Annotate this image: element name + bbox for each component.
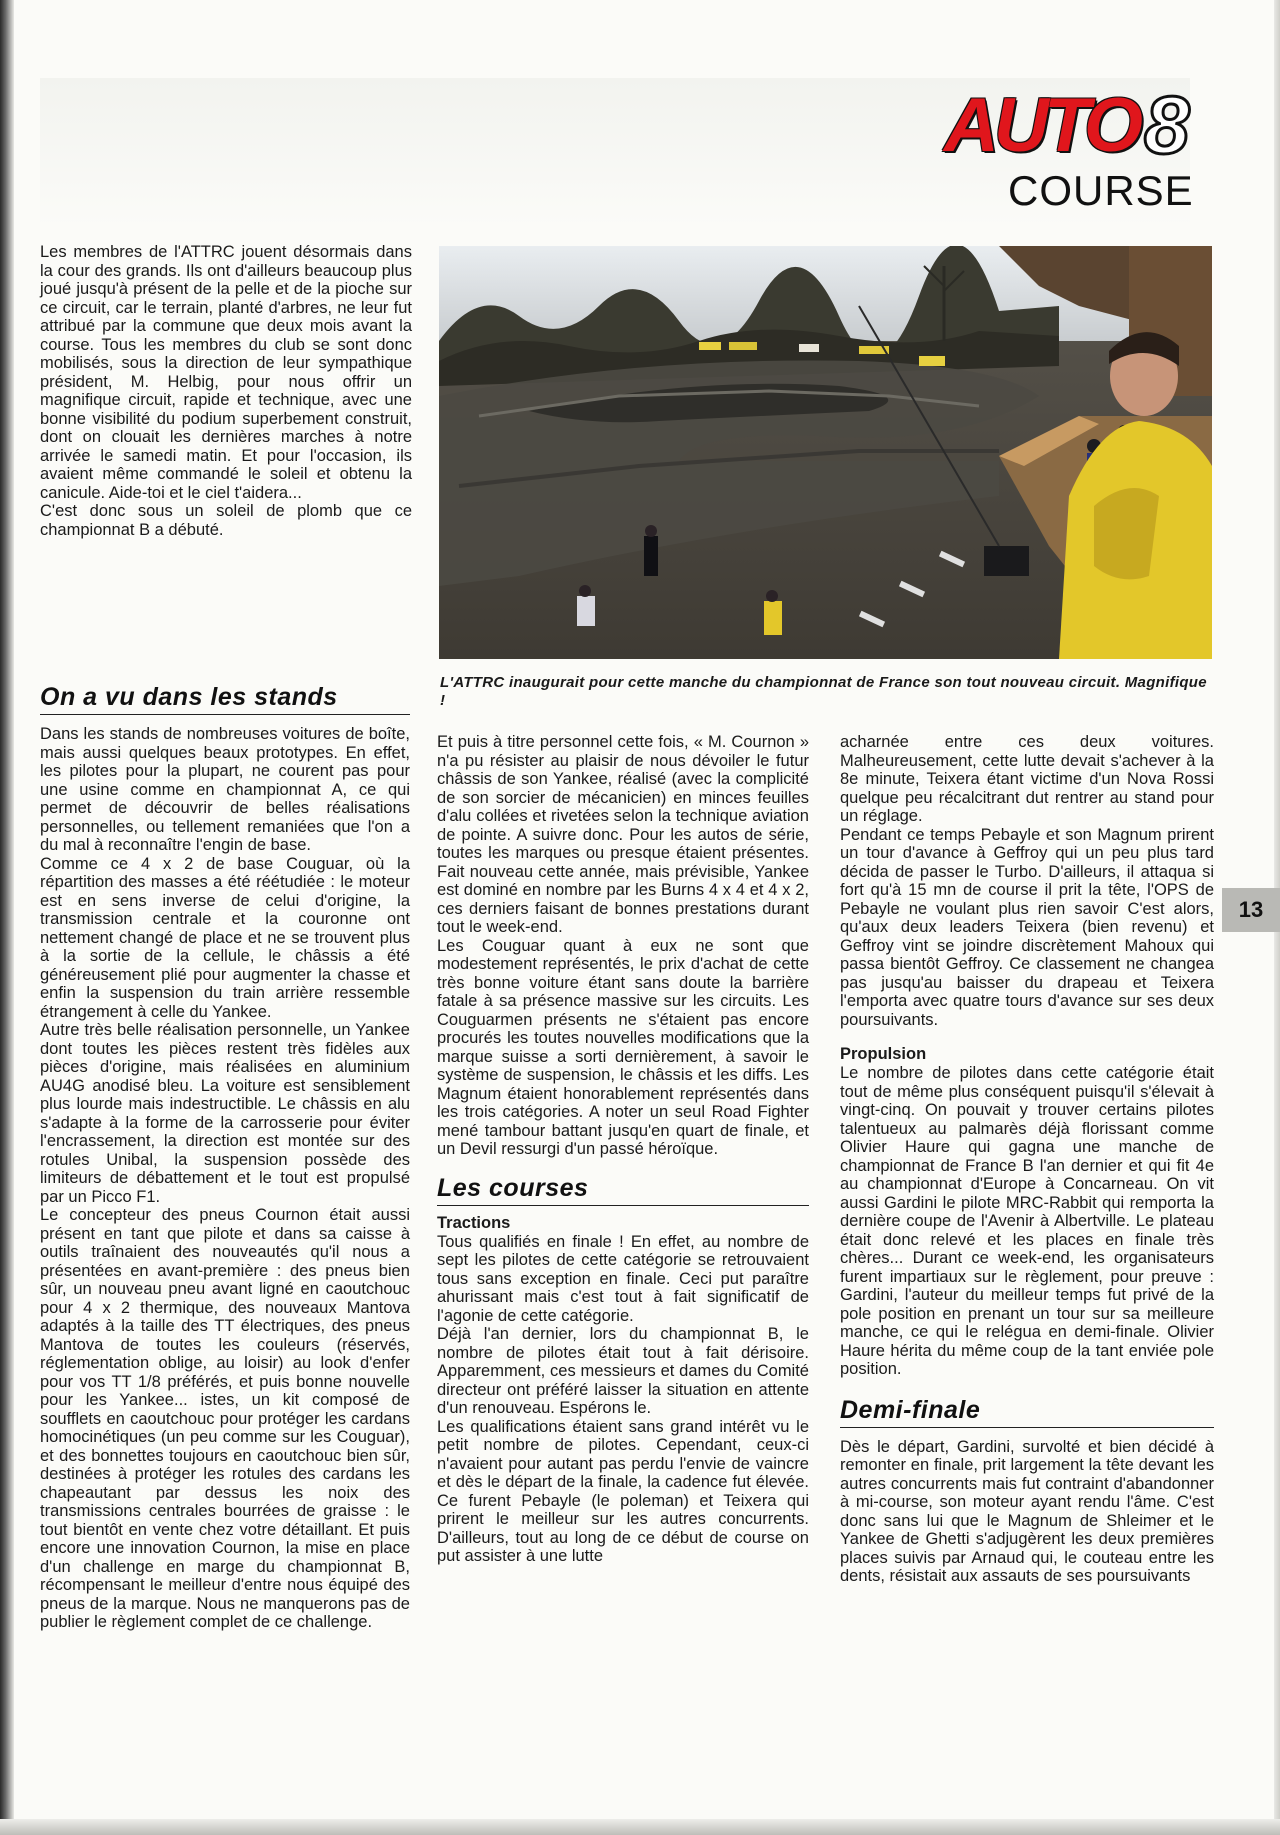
- section-heading-demi-finale: Demi-finale: [840, 1395, 981, 1424]
- article-paragraph: Les Couguar quant à eux ne sont que modestement représentés, le prix d'achat de cette très bonne voiture étant sans doute la barrière fatale à sa présence massive sur les circuits. Les Couguarmen présents ne s'étaient pas encore procurés les toutes nouvelles modifications que la marque suisse a sorti dernièrement, à savoir le système de suspension, le châssis et les diffs. Les Magnum étaient honorablement représentés dans les trois catégories. A noter un seul Road Fighter mené tambour battant jusqu'en quart de finale, et un Devil ressurgi d'un passé héroïque.: [437, 936, 809, 1158]
- article-paragraph: acharnée entre ces deux voitures. Malheureusement, cette lutte devait s'achever à la 8e minute, Teixera étant victime d'un Nova Rossi quelque peu récalcitrant dut rentrer au stand pour un réglage.: [840, 733, 1214, 825]
- magazine-logo: [944, 80, 1214, 216]
- column-1: [40, 684, 410, 1632]
- intro-paragraph: Les membres de l'ATTRC jouent désormais dans la cour des grands. Ils ont d'ailleurs beaucoup plus joué jusqu'à présent de la pelle et de la pioche sur ce circuit, car le terrain, planté d'arbres, ne leur fut attribué par la commune que deux mois avant la course. Tous les membres du club se sont donc mobilisés, sous la direction de leur sympathique président, M. Helbig, pour nous offrir un magnifique circuit, rapide et technique, avec une bonne visibilité du podium superbement construit, dont on clouait les dernières marches à notre arrivée le samedi matin. Et pour l'occasion, ils avaient même commandé le soleil et obtenu la canicule. Aide-toi et le ciel t'aidera...: [40, 243, 412, 502]
- column-2: [437, 733, 809, 1566]
- intro-paragraph: C'est donc sous un soleil de plomb que ce championnat B a débuté.: [40, 502, 412, 539]
- binding-shadow: [0, 0, 14, 1835]
- page-bottom-shadow: [0, 1819, 1280, 1835]
- article-paragraph: Le nombre de pilotes dans cette catégorie était tout de même plus conséquent puisqu'il s'élevait à vingt-cinq. On pouvait y trouver certains pilotes talentueux au palmarès déjà florissant comme Olivier Haure qui gagna une manche de championnat de France B l'an dernier et qui fit 4e au championnat d'Europe à Concarneau. On vit aussi Gardini le pilote MRC-Rabbit qui remporta la dernière coupe de l'Avenir à Albertville. Le plateau était donc relevé et les places en finale très chères... Durant ce week-end, les organisateurs furent impartiaux sur le règlement, pour preuve : Gardini, l'auteur du meilleur temps fut privé de la pole position en prenant un tour sur sa meilleure manche, ce qui le relégua en demi-finale. Olivier Haure hérita du même coup de la tant enviée pole position.: [840, 1064, 1214, 1378]
- logo-subtitle: COURSE: [1008, 167, 1194, 214]
- logo-number: 8: [1144, 80, 1190, 171]
- article-paragraph: Pendant ce temps Pebayle et son Magnum prirent un tour d'avance à Geffroy qui un peu plus tard décida de passer le Turbo. D'ailleurs, il attaqua si fort qu'à 15 mn de course il prit la tête, l'OPS de Pebayle ne voulant plus rien savoir C'est alors, qu'aux deux leaders Teixera (bien revenu) et Geffroy vint se joindre discrètement Mahoux qui passa bientôt Geffroy. Ce classement ne changea pas jusqu'au baisser du drapeau et Teixera l'emporta avec quatre tours d'avance sur ses deux poursuivants.: [840, 825, 1214, 1029]
- section-rule: [840, 1427, 1214, 1428]
- article-paragraph: Et puis à titre personnel cette fois, « M. Cournon » n'a pu résister au plaisir de nous dévoiler le futur châssis de son Yankee, réalisé (avec la complicité de son sorcier de mécanicien) en minces feuilles d'alu collées et rivetées selon la technique aviation de pointe. A suivre donc. Pour les autos de série, toutes les marques ou presque étaient présentes. Fait nouveau cette année, mais prévisible, Yankee est dominé en nombre par les Burns 4 x 4 et 4 x 2, ces derniers faisant de bonnes prestations durant tout le week-end.: [437, 733, 809, 936]
- article-paragraph: Comme ce 4 x 2 de base Couguar, où la répartition des masses a été réétudiée : le moteur est en sens inverse de celui d'origine, la transmission centrale et la couronne ont nettement changé de place et ne se trouvent plus à la sortie de la cellule, le châssis a été généreusement plié pour augmenter la chasse et enfin la suspension du train arrière ressemble étrangement à celle du Yankee.: [40, 854, 410, 1021]
- circuit-photo: [439, 246, 1212, 659]
- column-3: [840, 733, 1214, 1586]
- section-rule: [437, 1205, 809, 1206]
- subheading-tractions: Tractions: [437, 1213, 511, 1232]
- article-paragraph: Le concepteur des pneus Cournon était aussi présent en tant que pilote et dans sa caisse à outils traînaient des nouveautés qu'il nous a présentées en avant-première : des pneus bien sûr, un nouveau pneu avant ligné en caoutchouc pour 4 x 2 thermique, des nouveaux Mantova adaptés à la taille des TT électriques, des pneus Mantova de toutes les couleurs (réservés, réglementation oblige, au loisir) au look d'enfer pour vos TT 1/8 préférés, et puis bonne nouvelle pour les Yankee... istes, un kit composé de soufflets en caoutchouc pour protéger les cardans homocinétiques (un peu comme sur les Couguar), et des bonnettes toujours en caoutchouc bien sûr, destinées à protéger les rotules des cardans les chapeautant par dessus les noix des transmissions centrales bourrées de graisse : le tout bientôt en vente chez votre détaillant. Et puis encore une innovation Cournon, la mise en place d'un challenge en marge du championnat B, récompensant le meilleur d'entre nous équipé des pneus de la marque. Nous ne manquerons pas de publier le règlement complet de ce challenge.: [40, 1206, 410, 1631]
- article-paragraph: Dès le départ, Gardini, survolté et bien décidé à remonter en finale, prit largement la tête devant les autres concurrents mais fut contraint d'abandonner à mi-course, son moteur ayant rendu l'âme. C'est donc sans lui que le Magnum de Shleimer et le Yankee de Ghetti s'adjugèrent les deux premières places suivis par Arnaud qui, le couteau entre les dents, résistait aux assauts de ses poursuivants: [840, 1437, 1214, 1585]
- logo-word: AUTO: [944, 83, 1138, 168]
- article-paragraph: Dans les stands de nombreuses voitures de boîte, mais aussi quelques beaux prototypes. En effet, les pilotes pour la plupart, ne courent pas pour une usine comme en championnat A, ce qui permet de découvrir de belles réalisations personnelles, ou tellement remaniées que l'on a du mal à reconnaître l'engin de base.: [40, 725, 410, 854]
- section-heading-courses: Les courses: [437, 1173, 589, 1202]
- article-paragraph: Autre très belle réalisation personnelle, un Yankee dont toutes les pièces restent très fidèles aux pièces d'origine, mais réalisées en aluminium AU4G anodisé bleu. La voiture est sensiblement plus lourde mais indestructible. Le châssis en alu s'adapte à la forme de la carrosserie pour éviter l'encrassement, la direction est montée sur des rotules Unibal, la suspension possède des limiteurs de débattement et le tout est propulsé par un Picco F1.: [40, 1021, 410, 1206]
- article-paragraph: Tous qualifiés en finale ! En effet, au nombre de sept les pilotes de cette catégorie se retrouvaient tous sans exception en finale. Ceci put paraître ahurissant mais c'est tout à fait significatif de l'agonie de cette catégorie.: [437, 1232, 809, 1325]
- intro-column: [40, 243, 412, 539]
- section-rule: [40, 714, 410, 715]
- section-heading-stands: On a vu dans les stands: [40, 683, 338, 711]
- article-paragraph: Les qualifications étaient sans grand intérêt vu le petit nombre de pilotes. Cependant, ceux-ci n'avaient pour autant pas perdu l'envie de vaincre et dès le départ de la finale, la cadence fut élevée. Ce furent Pebayle (le poleman) et Teixera qui prirent le meilleur sur les autres concurrents. D'ailleurs, tout au long de ce début de course on put assister à une lutte: [437, 1417, 809, 1565]
- page-number: 13: [1238, 897, 1264, 922]
- subheading-propulsion: Propulsion: [840, 1045, 927, 1063]
- page-number-tab: [1222, 888, 1280, 932]
- article-paragraph: Déjà l'an dernier, lors du championnat B, le nombre de pilotes était tout à fait dérisoire. Apparemment, ces messieurs et dames du Comité directeur ont préféré laisser la situation en attente d'un renouveau. Espérons le.: [437, 1325, 809, 1417]
- photo-caption: L'ATTRC inaugurait pour cette manche du championnat de France son tout nouveau circuit. Magnifique !: [440, 674, 1207, 709]
